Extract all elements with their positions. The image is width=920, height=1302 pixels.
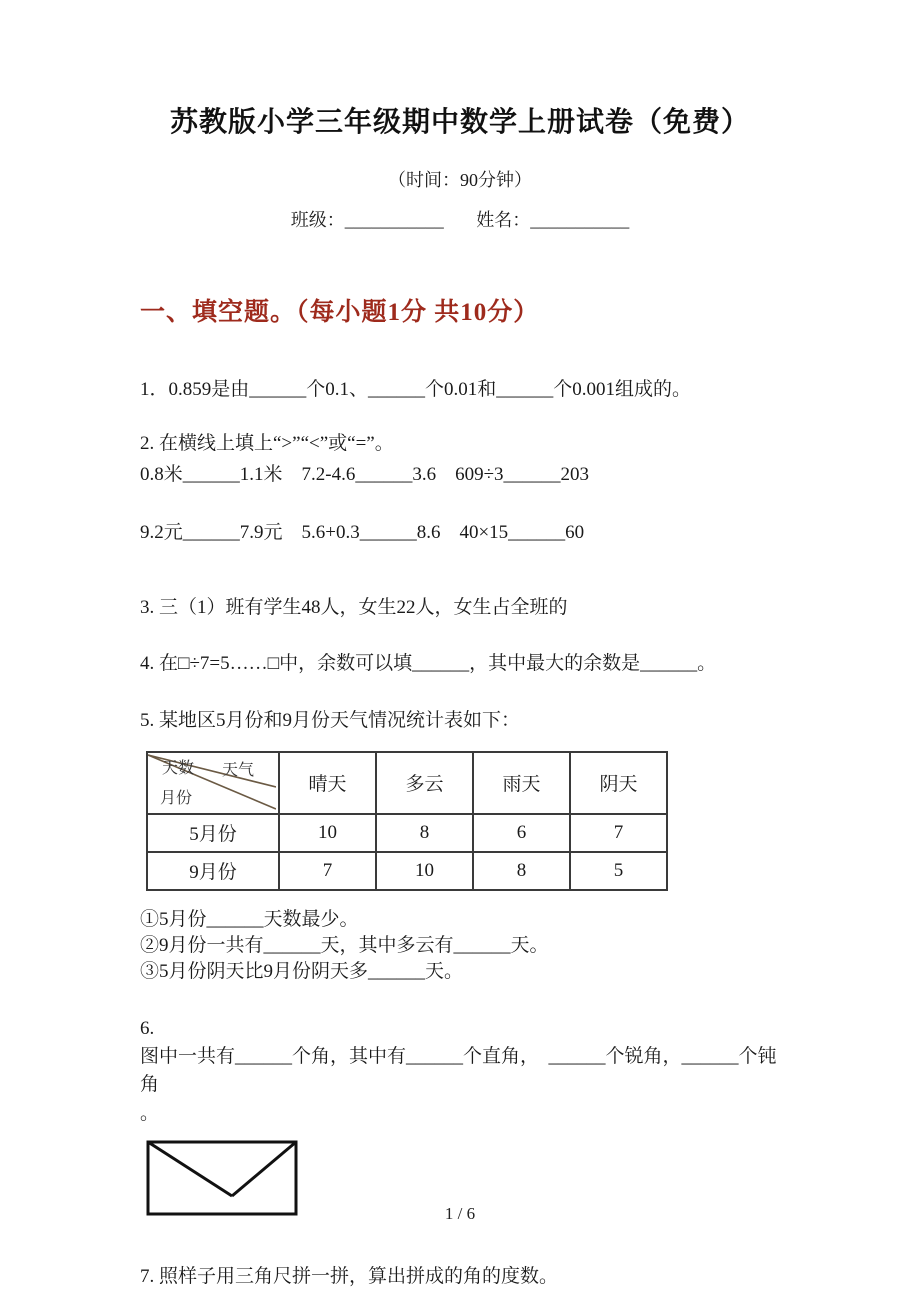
question-2-line2: 9.2元______7.9元 5.6+0.3______8.6 40×15______60 bbox=[140, 521, 585, 543]
table-cell: 10 bbox=[279, 814, 376, 852]
table-cell: 8 bbox=[473, 852, 570, 890]
question-6-text: 图中一共有______个角，其中有______个直角， ______个锐角，______个钝角 bbox=[140, 1046, 777, 1095]
row-label-may: 5月份 bbox=[147, 814, 279, 852]
table-cell: 6 bbox=[473, 814, 570, 852]
table-cell: 5 bbox=[570, 852, 667, 890]
table-col-sunny: 晴天 bbox=[279, 752, 376, 814]
question-4: 4. 在□÷7=5……□中，余数可以填______，其中最大的余数是______。 bbox=[140, 652, 717, 674]
class-label: 班级：___________ bbox=[290, 210, 444, 230]
question-6-period: 。 bbox=[140, 1103, 160, 1125]
question-1: 1．0.859是由______个0.1、______个0.01和______个0.001组成的。 bbox=[140, 379, 692, 400]
table-row bbox=[147, 814, 667, 852]
row-label-september: 9月份 bbox=[147, 852, 279, 890]
time-note: （时间：90分钟） bbox=[388, 170, 532, 190]
section1-heading: 一、填空题。（每小题1分 共10分） bbox=[140, 299, 540, 326]
table-corner-cell bbox=[147, 752, 279, 814]
table-cell: 10 bbox=[376, 852, 473, 890]
question-5-sub3: ③5月份阴天比9月份阴天多______天。 bbox=[140, 961, 464, 983]
class-name-line bbox=[140, 206, 780, 232]
table-cell: 7 bbox=[570, 814, 667, 852]
page-number: 1 / 6 bbox=[444, 1204, 476, 1223]
table-col-rainy: 雨天 bbox=[473, 752, 570, 814]
table-col-cloudy: 多云 bbox=[376, 752, 473, 814]
question-5: 5. 某地区5月份和9月份天气情况统计表如下： bbox=[140, 710, 521, 732]
table-cell: 8 bbox=[376, 814, 473, 852]
corner-label-days: 天数 bbox=[162, 759, 195, 777]
question-5-sub2: ②9月份一共有______天，其中多云有______天。 bbox=[140, 935, 549, 957]
diagonal-divider-icon bbox=[148, 753, 276, 811]
table-col-overcast: 阴天 bbox=[570, 752, 667, 814]
question-2-head: 2. 在横线上填上“>”“<”或“=”。 bbox=[140, 432, 394, 454]
question-3: 3. 三（1）班有学生48人，女生22人，女生占全班的 bbox=[140, 597, 568, 619]
question-5-subitems bbox=[140, 907, 780, 986]
weather-table bbox=[146, 751, 668, 891]
question-2-line1: 0.8米______1.1米 7.2-4.6______3.6 609÷3______203 bbox=[140, 464, 590, 486]
question-6-number: 6. bbox=[140, 1018, 155, 1040]
corner-label-month: 月份 bbox=[160, 789, 193, 807]
name-label: 姓名：___________ bbox=[476, 210, 630, 230]
table-row bbox=[147, 852, 667, 890]
corner-label-weather: 天气 bbox=[222, 761, 255, 779]
question-5-sub1: ①5月份______天数最少。 bbox=[140, 908, 359, 930]
table-header-row bbox=[147, 752, 667, 814]
page-title: 苏教版小学三年级期中数学上册试卷（免费） bbox=[169, 107, 750, 138]
question-7: 7. 照样子用三角尺拼一拼，算出拼成的角的度数。 bbox=[140, 1265, 559, 1287]
table-cell: 7 bbox=[279, 852, 376, 890]
